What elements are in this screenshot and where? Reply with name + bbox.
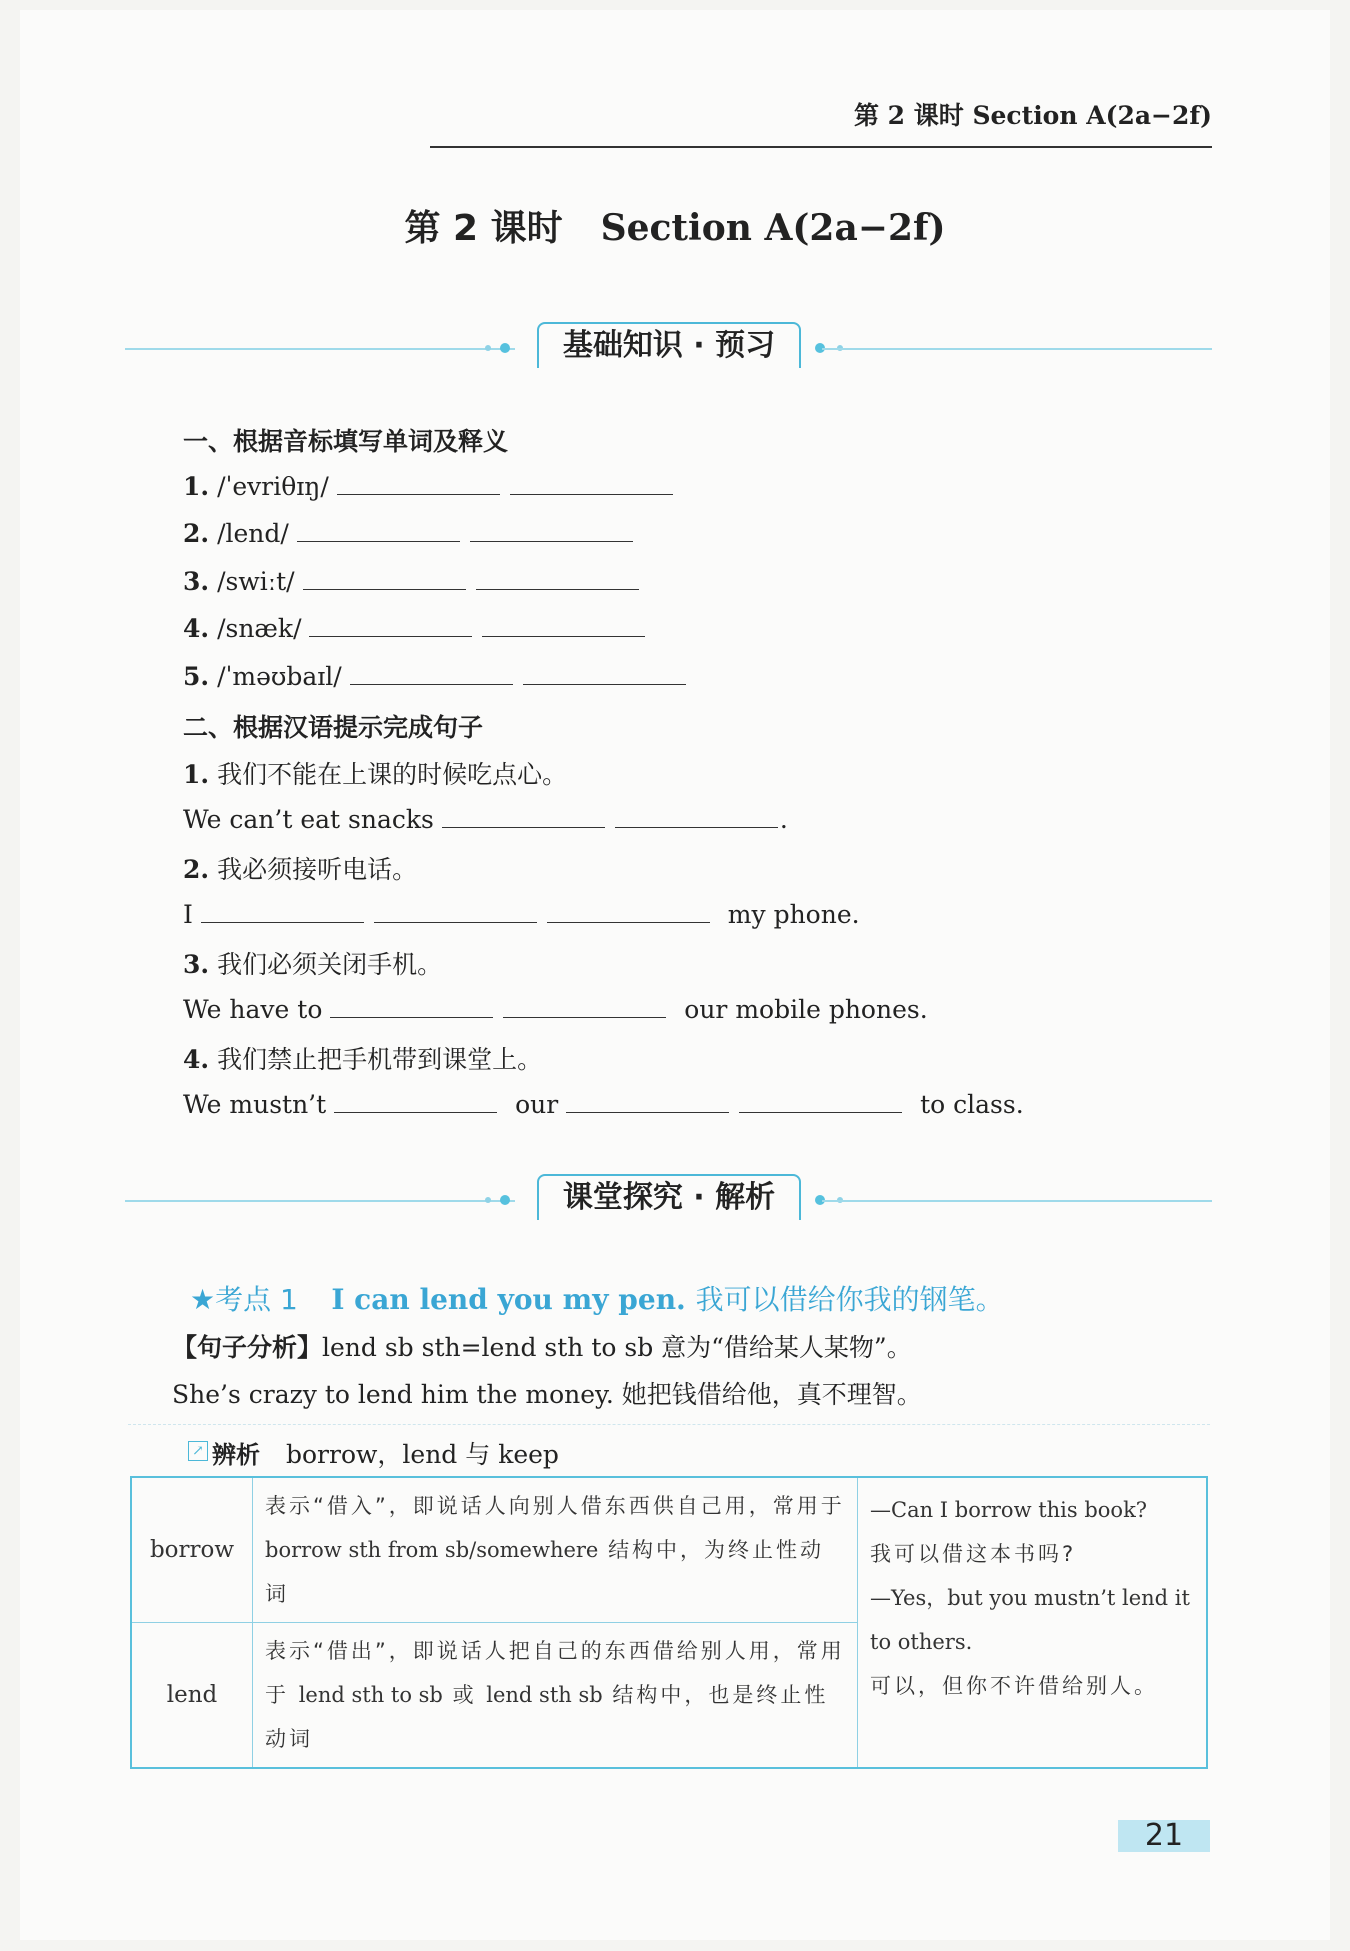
analysis-tag: 【句子分析】 — [172, 1333, 323, 1362]
banner-line-left — [125, 348, 515, 350]
sentence-text: We mustn’t — [183, 1090, 327, 1119]
banner-line-right — [822, 348, 1212, 350]
sentence-text: I — [183, 900, 193, 929]
sentence-analysis — [172, 1328, 912, 1364]
example-line: —Can I borrow this book? — [870, 1498, 1148, 1522]
sentence-item-2-en — [183, 898, 860, 929]
analysis-example: She’s crazy to lend him the money. 她把钱借给他，真不理智。 — [172, 1380, 922, 1409]
desc-text: 结构中，为终止性动词 — [265, 1538, 825, 1606]
answer-blank[interactable] — [739, 1088, 902, 1113]
banner-dot — [485, 1197, 491, 1203]
running-head: 第 2 课时 Section A(2a−2f) — [853, 101, 1212, 130]
answer-blank[interactable] — [337, 470, 500, 495]
answer-blank[interactable] — [615, 803, 778, 828]
sentence-text: to class. — [920, 1090, 1024, 1119]
phonetic-text: /swiːt/ — [217, 567, 295, 596]
example-line: —Yes，but you mustn’t lend it — [870, 1586, 1190, 1610]
answer-blank[interactable] — [350, 660, 513, 685]
sentence-item-1-en — [183, 803, 788, 834]
section-banner-preview — [125, 322, 1212, 372]
lesson-title — [0, 200, 1350, 251]
table-row — [131, 1477, 1207, 1623]
desc-text: lend sth sb — [486, 1683, 603, 1707]
sentence-item-3-en — [183, 993, 928, 1024]
answer-blank[interactable] — [476, 565, 639, 590]
answer-blank[interactable] — [566, 1088, 729, 1113]
answer-blank[interactable] — [330, 993, 493, 1018]
sentence-item-2-cn — [183, 850, 417, 886]
item-number: 5. — [183, 662, 210, 691]
section-label-preview: 基础知识 · 预习 — [537, 322, 801, 368]
desc-text: borrow sth from sb/somewhere — [265, 1538, 599, 1562]
page-number: 21 — [1118, 1820, 1210, 1852]
distinguish-bar — [128, 1424, 1210, 1469]
desc-text: 表示“借入”，即说话人向别人借东西供自己用，常用于 — [265, 1494, 845, 1518]
phonetic-item-4 — [183, 612, 655, 643]
table-word-lend: lend — [131, 1623, 253, 1769]
part1-heading: 一、根据音标填写单词及释义 — [183, 427, 509, 456]
answer-blank[interactable] — [510, 470, 673, 495]
banner-line-left — [125, 1200, 515, 1202]
table-example — [858, 1477, 1208, 1768]
phonetic-text: /ˈməʊbaɪl/ — [217, 662, 342, 691]
phonetic-item-2 — [183, 517, 643, 548]
key-point-sentence-en: I can lend you my pen. — [331, 1283, 686, 1316]
sentence-item-4-cn — [183, 1040, 542, 1076]
phonetic-item-1 — [183, 470, 683, 501]
table-desc-borrow — [253, 1477, 858, 1623]
desc-text: 或 — [452, 1683, 477, 1707]
phonetic-text: /ˈevriθɪŋ/ — [217, 472, 329, 501]
banner-dot — [500, 1195, 510, 1205]
sentence-item-3-cn — [183, 945, 442, 981]
section-banner-explore — [125, 1174, 1212, 1224]
desc-text: 结构中，也是终止性 — [612, 1683, 829, 1707]
sentence-text: our mobile phones. — [684, 995, 928, 1024]
table-word-borrow: borrow — [131, 1477, 253, 1623]
lesson-title-cn: 第 2 课时 — [404, 208, 563, 249]
sentence-text: my phone. — [727, 900, 860, 929]
banner-line-right — [822, 1200, 1212, 1202]
section-label-explore: 课堂探究 · 解析 — [537, 1174, 801, 1220]
answer-blank[interactable] — [303, 565, 466, 590]
answer-blank[interactable] — [334, 1088, 497, 1113]
item-number: 2. — [183, 519, 210, 548]
item-number: 3. — [183, 567, 210, 596]
answer-blank[interactable] — [374, 898, 537, 923]
chinese-prompt: 我必须接听电话。 — [217, 855, 418, 884]
phonetic-item-3 — [183, 565, 649, 596]
desc-text: 于 — [265, 1683, 289, 1707]
banner-dot — [500, 343, 510, 353]
answer-blank[interactable] — [201, 898, 364, 923]
answer-blank[interactable] — [482, 612, 645, 637]
desc-text: 表示“借出”，即说话人把自己的东西借给别人用，常用 — [265, 1639, 845, 1663]
sentence-text: . — [779, 805, 788, 834]
phonetic-item-5 — [183, 660, 696, 691]
lesson-title-en: Section A(2a−2f) — [600, 207, 946, 249]
distinguish-words: borrow，lend 与 keep — [286, 1440, 559, 1469]
sentence-text: We have to — [183, 995, 323, 1024]
part2-heading: 二、根据汉语提示完成句子 — [183, 713, 484, 742]
item-number: 2. — [183, 855, 210, 884]
example-line: to others. — [870, 1630, 973, 1654]
answer-blank[interactable] — [503, 993, 666, 1018]
answer-blank[interactable] — [470, 517, 633, 542]
answer-blank[interactable] — [442, 803, 605, 828]
item-number: 1. — [183, 472, 210, 501]
phonetic-text: /lend/ — [217, 519, 289, 548]
header-rule — [430, 146, 1212, 148]
example-line: 可以，但你不许借给别人。 — [870, 1674, 1158, 1698]
sentence-text: our — [515, 1090, 559, 1119]
sentence-item-4-en — [183, 1088, 1024, 1119]
chinese-prompt: 我们禁止把手机带到课堂上。 — [217, 1045, 543, 1074]
arrow-icon: ↗ — [188, 1441, 208, 1461]
key-point-marker: ★考点 1 — [190, 1283, 298, 1316]
item-number: 1. — [183, 760, 210, 789]
comparison-table — [130, 1476, 1208, 1769]
phonetic-text: /snæk/ — [217, 614, 302, 643]
desc-text: 动词 — [265, 1727, 313, 1751]
answer-blank[interactable] — [523, 660, 686, 685]
item-number: 4. — [183, 1045, 210, 1074]
sentence-text: We can’t eat snacks — [183, 805, 434, 834]
answer-blank[interactable] — [297, 517, 460, 542]
chinese-prompt: 我们不能在上课的时候吃点心。 — [217, 760, 568, 789]
distinguish-tag: 辨析 — [212, 1441, 260, 1469]
chinese-prompt: 我们必须关闭手机。 — [217, 950, 443, 979]
banner-dot — [485, 345, 491, 351]
sentence-item-1-cn — [183, 755, 567, 791]
item-number: 4. — [183, 614, 210, 643]
key-point-title — [190, 1278, 1004, 1318]
item-number: 3. — [183, 950, 210, 979]
analysis-text: lend sb sth=lend sth to sb 意为“借给某人某物”。 — [322, 1333, 912, 1362]
answer-blank[interactable] — [547, 898, 710, 923]
table-desc-lend — [253, 1623, 858, 1769]
desc-text: lend sth to sb — [298, 1683, 443, 1707]
example-line: 我可以借这本书吗? — [870, 1542, 1077, 1566]
key-point-sentence-cn: 我可以借给你我的钢笔。 — [695, 1283, 1004, 1316]
answer-blank[interactable] — [309, 612, 472, 637]
